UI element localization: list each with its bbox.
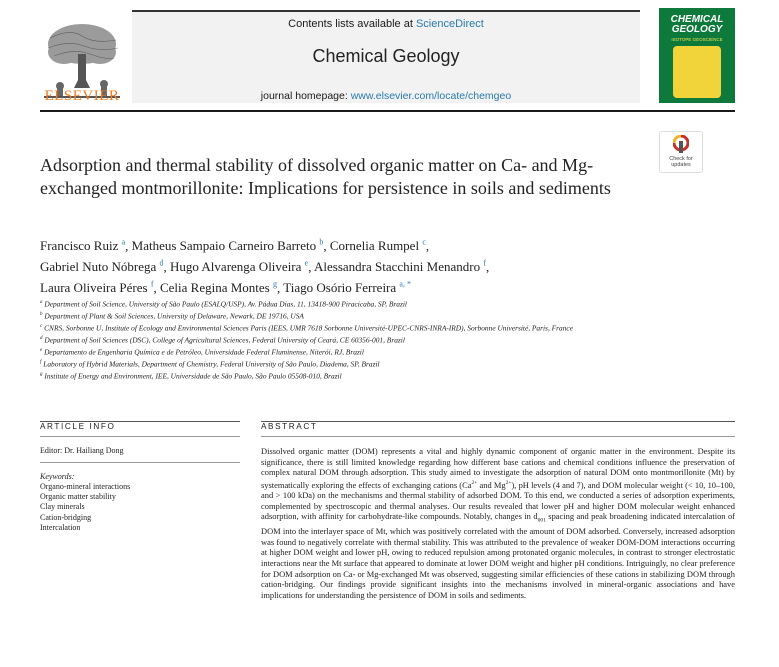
affiliation: $^c$ CNRS, Sorbonne U, Institute of Ecology and Environmental Sciences Paris (IEES, UMR 7618 Sorbonne Université-UPEC-CNRS-INRA-IRD), Sorbonne Université, Paris, France — [40, 323, 573, 333]
affiliation: $^b$ Department of Plant & Soil Sciences, University of Delaware, Newark, DE 19716, USA — [40, 311, 304, 321]
affiliation: $^f$ Laboratory of Hybrid Materials, Department of Chemistry, Federal University of São Paulo, Diadema, SP, Brazil — [40, 359, 380, 369]
abstract-text: Dissolved organic matter (DOM) represents a vital and highly dynamic component of organic matter in the environment. Despite its significance, there is still limited knowledge regarding how different base cations and chemical conditions influence the preservation of complex natural DOM through adsorption. This study aimed to investigate the adsorption of natural DOM onto montmorillonite (Mt) by systematically exploring the effects of exchanging cations ($Ca^{2+}$ and $Mg^{2+}$), pH levels (4 and 7), and DOM molecular weight (< 10, 10–100, and > 100 kDa) on the mechanisms and thermal stability of adsorbed DOM. To this end, we conducted a series of adsorption experiments, complemented by spectroscopic and thermal analyses. Our results revealed that lower pH and higher DOM molecular weight enhanced adsorption, with affinity for carbohydrate-like compounds. Notably, changes in $d_{001}$ spacing and peak broadening indicated intercalation of DOM into the interlayer space of Mt, which was positively correlated with the amount of DOM adsorbed. Conversely, increased adsorption was found to negatively correlate with thermal stability. This was attributed to the prevalence of weaker DOM-DOM interactions occurring at higher DOM weight and lower pH, owing to reduced repulsion among protonated organic molecules, in contrast to stronger electrostatic interactions near the Mt surface that appeared to dominate at lower DOM weight and higher pH conditions. Intriguingly, no clear preference for DOM adsorption on Ca- or Mg-exchanged Mt was observed, suggesting similar efficiencies of these cations in stabilizing DOM through cation-bridging. Our findings provide significant insights into the mechanisms involved in mineral-organic associations and have implications for understanding the persistence of DOM in soils and sediments. — [261, 446, 735, 600]
check-updates-icon — [673, 135, 689, 155]
publisher-wordmark: ELSEVIER — [44, 88, 120, 104]
author[interactable]: Alessandra Stacchini Menandro $^f$ — [314, 258, 486, 275]
header-top-rule — [132, 10, 640, 12]
affiliation-list — [40, 298, 680, 382]
keywords-rule — [40, 462, 240, 463]
author[interactable]: Francisco Ruiz $^a$ — [40, 238, 126, 254]
homepage-line — [132, 90, 640, 102]
homepage-prefix: journal homepage: — [260, 90, 351, 102]
affiliation: $^d$ Department of Soil Sciences (DSC), College of Agricultural Sciences, Federal University of Ceará, CE 60356-001, Brazil — [40, 335, 405, 345]
keyword[interactable]: Intercalation — [40, 522, 81, 532]
author-list: Francisco Ruiz $^a$, Matheus Sampaio Carneiro Barreto $^b$, Cornelia Rumpel $^c$, Gabriel Nuto Nóbrega $^d$, Hugo Alvarenga Oliveira $^e$, Alessandra Stacchini Menandro $^f$, Laura Oliveira Péres $^f$, Celia Regina Montes $^g$, Tiago Osório Ferreira $^{a, *}$ — [40, 238, 490, 295]
keyword[interactable]: Organo-mineral interactions — [40, 482, 131, 491]
author[interactable]: Laura Oliveira Péres $^f$ — [40, 279, 154, 295]
journal-homepage-link[interactable]: www.elsevier.com/locate/chemgeo — [350, 90, 512, 102]
contents-prefix: Contents lists available at — [288, 18, 416, 30]
affiliation: $^e$ Departamento de Engenharia Química e de Petróleo, Universidade Federal Fluminense, Niterói, RJ, Brazil — [40, 347, 364, 357]
editor-line: Editor: Dr. Hailiang Dong — [40, 446, 124, 455]
cover-graphic — [673, 46, 721, 98]
article-info-rule — [40, 436, 240, 437]
keyword-list — [40, 482, 130, 533]
check-for-updates-badge[interactable] — [659, 131, 703, 173]
article-title: Adsorption and thermal stability of dissolved organic matter on Ca- and Mg-exchanged montmorillonite: Implications for persistence in soils and sediments — [40, 155, 611, 198]
affiliation: $^a$ Department of Soil Science, University of São Paulo (ESALQ/USP), Av. Pádua Dias, 11, 13418-900 Piracicaba, SP, Brazil — [40, 299, 407, 309]
cover-title: CHEMICAL GEOLOGY — [670, 14, 724, 35]
cover-subtitle: ISOTOPE GEOSCIENCE — [671, 37, 723, 42]
abstract-heading: ABSTRACT — [261, 422, 318, 431]
abstract-top-rule — [261, 421, 735, 422]
journal-cover-thumbnail[interactable] — [659, 8, 735, 103]
contents-line — [132, 18, 640, 30]
journal-title: Chemical Geology — [312, 46, 460, 66]
author[interactable]: Celia Regina Montes $^g$ — [159, 279, 277, 295]
author[interactable]: Cornelia Rumpel $^c$ — [329, 238, 426, 254]
keyword[interactable]: Clay minerals — [40, 502, 85, 512]
keywords-label: Keywords: — [40, 472, 75, 481]
keyword[interactable]: Cation-bridging — [40, 512, 92, 522]
header-divider — [40, 110, 735, 112]
affiliation: $^g$ Institute of Energy and Environment, IEE, Universidade de São Paulo, São Paulo 05508-010, Brazil — [40, 371, 342, 381]
keyword[interactable]: Organic matter stability — [40, 492, 116, 502]
abstract-rule — [261, 436, 735, 437]
author[interactable]: Tiago Osório Ferreira $^{a, *}$ — [283, 279, 411, 295]
check-updates-label: Check for updates — [669, 156, 693, 168]
sciencedirect-link[interactable]: ScienceDirect — [415, 18, 484, 30]
author[interactable]: Matheus Sampaio Carneiro Barreto $^b$ — [131, 238, 324, 254]
article-info-heading: ARTICLE INFO — [40, 422, 116, 431]
author[interactable]: Gabriel Nuto Nóbrega $^d$ — [40, 258, 164, 275]
author[interactable]: Hugo Alvarenga Oliveira $^e$ — [170, 258, 309, 275]
journal-header — [132, 10, 640, 103]
